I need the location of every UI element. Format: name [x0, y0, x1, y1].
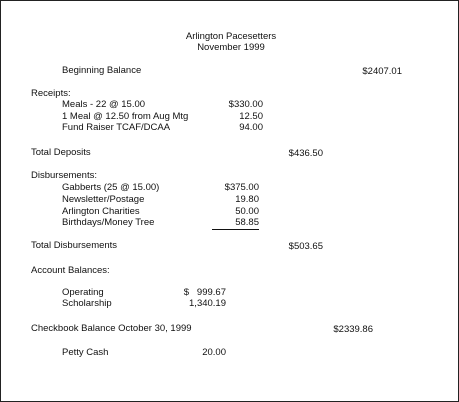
total-disbursements-label: Total Disbursements	[31, 240, 118, 251]
petty-cash-label: Petty Cash	[62, 347, 109, 358]
account-balances-heading: Account Balances:	[31, 265, 110, 276]
disbursement-item-label: Birthdays/Money Tree	[62, 217, 155, 228]
petty-cash-amount: 20.00	[202, 347, 226, 358]
disbursement-item-label: Gabberts (25 @ 15.00)	[62, 182, 160, 193]
account-item-amount: $ 999.67	[183, 287, 226, 298]
receipt-item-label: 1 Meal @ 12.50 from Aug Mtg	[62, 111, 189, 122]
checkbook-balance-label: Checkbook Balance October 30, 1999	[31, 323, 192, 334]
receipt-item-amount: $330.00	[228, 99, 263, 110]
disbursement-item-label: Newsletter/Postage	[62, 194, 145, 205]
total-deposits-label: Total Deposits	[31, 147, 91, 158]
account-item-label: Operating	[62, 287, 104, 298]
account-item-label: Scholarship	[62, 298, 112, 309]
disbursement-item-label: Arlington Charities	[62, 206, 140, 217]
beginning-balance-label: Beginning Balance	[62, 65, 142, 76]
checkbook-balance-amount: $2339.86	[333, 324, 373, 335]
total-disbursements-amount: $503.65	[288, 241, 323, 252]
org-title: Arlington Pacesetters	[185, 31, 277, 42]
subtotal-underline	[212, 229, 259, 230]
account-item-amount: 1,340.19	[189, 298, 226, 309]
disbursement-item-amount: 19.80	[235, 194, 259, 205]
disbursements-heading: Disbursements:	[31, 170, 97, 181]
receipt-item-amount: 94.00	[239, 122, 263, 133]
receipt-item-label: Fund Raiser TCAF/DCAA	[62, 122, 171, 133]
disbursement-item-amount: 50.00	[235, 206, 259, 217]
disbursement-item-amount: $375.00	[224, 182, 259, 193]
beginning-balance-amount: $2407.01	[362, 66, 402, 77]
receipt-item-amount: 12.50	[239, 111, 263, 122]
disbursement-item-amount: 58.85	[235, 217, 259, 228]
total-deposits-amount: $436.50	[288, 148, 323, 159]
receipts-heading: Receipts:	[31, 88, 71, 99]
report-period: November 1999	[197, 42, 265, 53]
receipt-item-label: Meals - 22 @ 15.00	[62, 99, 146, 110]
